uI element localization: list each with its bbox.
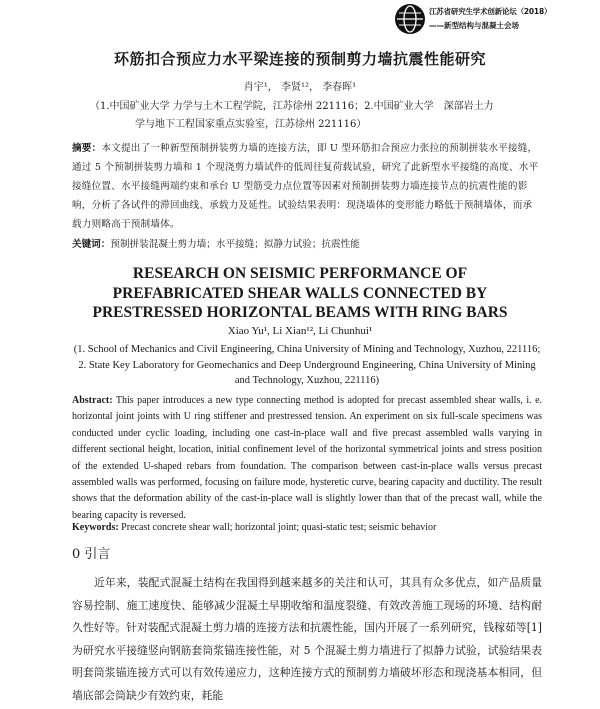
authors-en: Xiao Yu¹, Li Xian¹², Li Chunhui¹ (227, 325, 373, 337)
title-cn: 环筋扣合预应力水平梁连接的预制剪力墙抗震性能研究 (113, 50, 486, 68)
keywords-cn (72, 236, 542, 250)
journal-header (395, 4, 595, 38)
paragraph: 近年来，装配式混凝土结构在我国得到越来越多的关注和认可，其具有众多优点，如产品质量容易控制、施工速度快、能够减少混凝土早期收缩和温度裂缝、有效改善施工现场的环境、结构耐久性好等。针对装配式混凝土剪力墙的连接方法和抗震性能，国内开展了一系列研究，钱稼茹等[1]为研究水平接缝竖向钢筋套筒浆锚连接性能，对 5 个混凝土剪力墙进行了拟静力试验，试验结果表明套筒浆锚连接方式可以有效传递应力，这种连接方式的预制剪力墙破坏形态和现浇基本相同，但墙底部会筒缺少有效约束，耗能 (72, 576, 542, 702)
title-en (0, 264, 600, 323)
abstract-cn-text: 本文提出了一种新型预制拼装剪力墙的连接方法，即 U 型环筋扣合预应力张拉的预制拼装水平接缝，通过 5 个预制拼装剪力墙和 1 个现浇剪力墙试件的低周往复荷载试验，研究了此新型水平接缝的高度、水平接缝位置、水平接缝两端约束和承台 U 型筋受力点位置等因素对预制拼装剪力墙连接节点的抗震性能的影响，分析了各试件的滞回曲线、承载力及延性。试验结果表明：现浇墙体的变形能力略低于预制墙体，而承载力则略高于预制墙体。 (72, 143, 539, 230)
title-en-line2: PREFABRICATED SHEAR WALLS CONNECTED BY (112, 284, 488, 302)
abstract-en-text: This paper introduces a new type connecting method is adopted for precast assembled shear walls, i. e. horizontal joint joints with U ring stiffener and prestressed tension. An experiment on six full-scale specimens was conducted under cyclic loading, including one cast-in-place wall and five precast assembled walls varying in different sectional height, location, initial confinement level of the horizontal symmetrical joints and stress position of the extended U-shaped rebars from foundation. The comparison between cast-in-place walls versus precast assembled walls was performed, focusing on failure mode, hysteretic curve, bearing capacity and ductility. The result shows that the deformation ability of the cast-in-place wall is slightly lower than that of the precast wall, while the bearing capacity is reversed. (72, 395, 543, 521)
affiliation-cn-line1: （1.中国矿业大学 力学与土木工程学院，江苏徐州 221116；2.中国矿业大学 深部岩土力 (90, 101, 494, 112)
keywords-cn-label: 关键词： (72, 239, 111, 250)
section-heading-introduction: 0 引言 (72, 547, 111, 562)
globe-logo-icon (395, 4, 425, 34)
authors-cn: 肖宇¹， 李贤¹²， 李春晖¹ (243, 82, 357, 93)
affiliation-cn-line2: 学与地下工程国家重点实验室，江苏徐州 221116） (135, 119, 367, 130)
keywords-cn-text: 预制拼装混凝土剪力墙；水平接缝；拟静力试验；抗震性能 (110, 239, 360, 250)
abstract-en-label: Abstract: (72, 395, 113, 406)
abstract-cn-label: 摘要： (72, 143, 102, 154)
keywords-en (72, 522, 542, 533)
title-en-line3: PRESTRESSED HORIZONTAL BEAMS WITH RING BARS (92, 304, 508, 321)
body-text (72, 572, 542, 707)
journal-name: 江苏省研究生学术创新论坛（2018） (429, 7, 552, 16)
title-en-line1: RESEARCH ON SEISMIC PERFORMANCE OF (132, 265, 468, 282)
abstract-en (72, 393, 542, 524)
affiliation-en: (1. School of Mechanics and Civil Engineering, China University of Mining and Technology, Xuzhou, 221116; 2. State Key Laboratory for Geomechanics and Deep Underground Engineering, China University of Mining and Technology, Xuzhou, 221116) (73, 344, 541, 386)
abstract-cn (72, 139, 542, 234)
keywords-en-text: Precast concrete shear wall; horizontal joint; quasi-static test; seismic behavior (121, 522, 437, 533)
session-name: ——新型结构与混凝土会场 (429, 21, 519, 30)
keywords-en-label: Keywords: (72, 522, 119, 533)
